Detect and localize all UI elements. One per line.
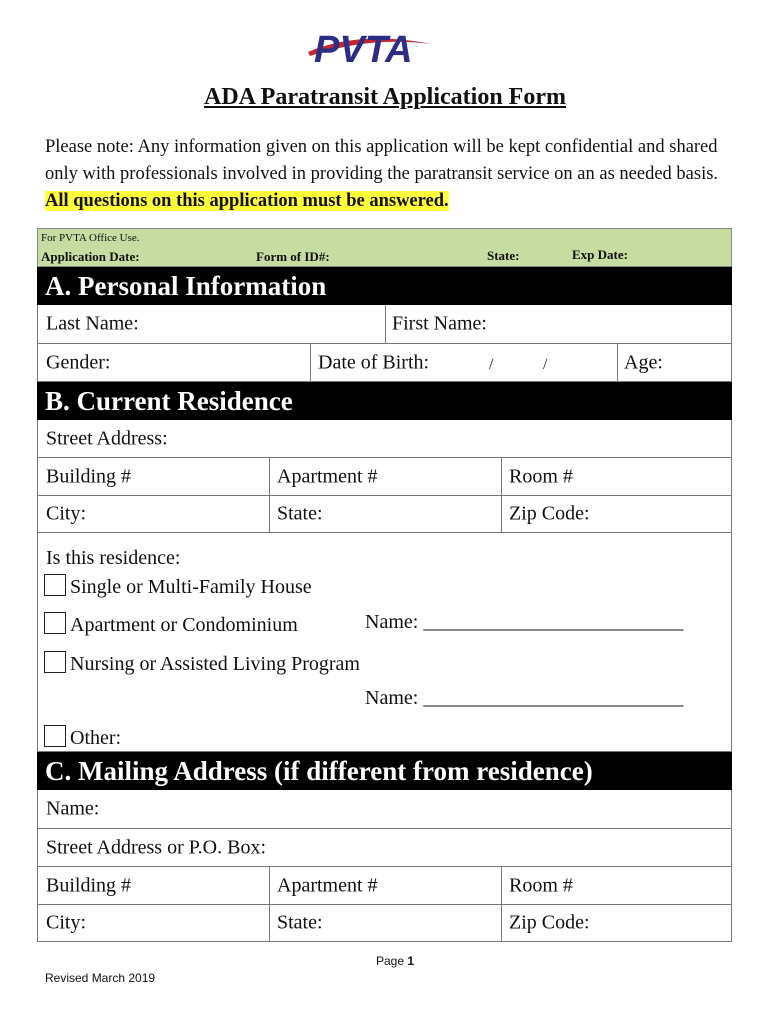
nursing-name-line: __________________________ bbox=[423, 687, 684, 709]
checkbox-nursing[interactable] bbox=[44, 651, 66, 673]
mailing-building-field[interactable]: Building # bbox=[46, 874, 132, 896]
option-nursing[interactable] bbox=[44, 651, 360, 674]
option-other-label: Other: bbox=[70, 727, 122, 749]
date-of-birth-field[interactable]: Date of Birth: bbox=[318, 351, 430, 373]
section-b-heading: B. Current Residence bbox=[37, 382, 732, 420]
pvta-logo bbox=[300, 22, 440, 70]
age-field[interactable]: Age: bbox=[624, 351, 663, 373]
revision-date: Revised March 2019 bbox=[45, 971, 156, 985]
mailing-building-row bbox=[37, 867, 732, 905]
application-date-label: Application Date: bbox=[41, 249, 140, 264]
zip-code-field[interactable]: Zip Code: bbox=[509, 502, 590, 525]
option-nursing-label: Nursing or Assisted Living Program bbox=[70, 653, 360, 675]
mailing-zip-field[interactable]: Zip Code: bbox=[509, 911, 590, 934]
apartment-name-label: Name: bbox=[365, 611, 419, 633]
form-of-id-label: Form of ID#: bbox=[256, 249, 330, 264]
apartment-name-line: __________________________ bbox=[423, 611, 684, 633]
last-name-field[interactable]: Last Name: bbox=[46, 312, 139, 335]
checkbox-house[interactable] bbox=[44, 574, 66, 596]
note-text: Please note: Any information given on this application will be kept confidential and shared only with professionals involved in providing the paratransit service on an as needed basis. bbox=[45, 137, 719, 184]
mailing-street-field[interactable]: Street Address or P.O. Box: bbox=[46, 836, 266, 858]
section-c-heading: C. Mailing Address (if different from residence) bbox=[37, 752, 732, 790]
residence-city-row bbox=[37, 496, 732, 533]
option-apartment-label: Apartment or Condominium bbox=[70, 614, 298, 636]
name-row bbox=[37, 305, 732, 344]
residence-building-row bbox=[37, 458, 732, 496]
residence-street-row bbox=[37, 420, 732, 458]
mailing-room-field[interactable]: Room # bbox=[509, 874, 573, 896]
mailing-street-row bbox=[37, 829, 732, 867]
room-field[interactable]: Room # bbox=[509, 465, 573, 487]
nursing-name-label: Name: bbox=[365, 687, 419, 709]
mailing-apartment-field[interactable]: Apartment # bbox=[277, 874, 378, 896]
note-highlight: All questions on this application must be answered. bbox=[45, 191, 449, 211]
gender-dob-row bbox=[37, 344, 732, 382]
dob-separator: / bbox=[543, 356, 548, 373]
page-label: Page bbox=[376, 954, 405, 968]
residence-type-block bbox=[37, 533, 732, 752]
state-field[interactable]: State: bbox=[277, 502, 323, 525]
mailing-city-field[interactable]: City: bbox=[46, 911, 87, 934]
first-name-field[interactable]: First Name: bbox=[392, 312, 487, 335]
option-apartment[interactable] bbox=[44, 612, 298, 635]
city-field[interactable]: City: bbox=[46, 502, 87, 525]
residence-type-question: Is this residence: bbox=[46, 547, 181, 569]
dob-separator: / bbox=[489, 356, 494, 373]
form-title: ADA Paratransit Application Form bbox=[204, 84, 566, 110]
option-house[interactable] bbox=[44, 574, 312, 597]
office-use-caption: For PVTA Office Use. bbox=[41, 232, 140, 244]
exp-date-label: Exp Date: bbox=[572, 247, 628, 262]
building-field[interactable]: Building # bbox=[46, 465, 132, 487]
option-other[interactable] bbox=[44, 725, 121, 748]
section-a-heading: A. Personal Information bbox=[37, 267, 732, 305]
checkbox-other[interactable] bbox=[44, 725, 66, 747]
svg-text:PVTA: PVTA bbox=[314, 29, 413, 70]
office-use-box bbox=[37, 228, 732, 267]
option-house-label: Single or Multi-Family House bbox=[70, 576, 312, 598]
confidentiality-note bbox=[45, 134, 735, 215]
gender-field[interactable]: Gender: bbox=[46, 351, 111, 373]
office-state-label: State: bbox=[487, 248, 520, 263]
page-number bbox=[376, 954, 414, 968]
street-address-field[interactable]: Street Address: bbox=[46, 427, 168, 449]
mailing-name-field[interactable]: Name: bbox=[46, 797, 100, 820]
mailing-city-row bbox=[37, 905, 732, 942]
mailing-state-field[interactable]: State: bbox=[277, 911, 323, 934]
nursing-name-field[interactable] bbox=[365, 688, 683, 708]
apartment-field[interactable]: Apartment # bbox=[277, 465, 378, 487]
apartment-name-field[interactable] bbox=[365, 612, 683, 632]
page-number-value: 1 bbox=[407, 954, 415, 968]
checkbox-apartment[interactable] bbox=[44, 612, 66, 634]
mailing-name-row bbox=[37, 790, 732, 829]
